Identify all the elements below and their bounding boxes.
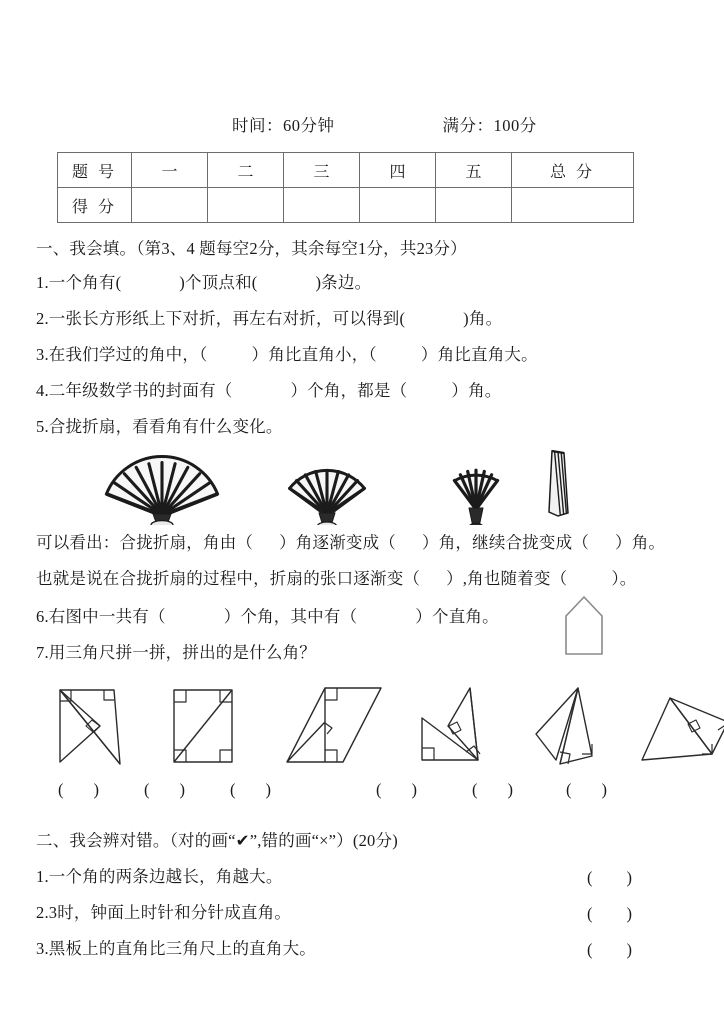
question-7: 7.用三角尺拼一拼，拼出的是什么角？ — [36, 643, 316, 662]
tf-item-1: 1.一个角的两条边越长，角越大。 — [36, 867, 283, 886]
q5-concl-part-c: ）角，继续合拢变成（ — [422, 533, 590, 552]
question-5: 5.合拢折扇，看看角有什么变化。 — [36, 417, 283, 436]
score-table-cell: 一 — [132, 153, 208, 188]
shape-5-icon — [526, 682, 618, 770]
shape-answer-blank-3[interactable]: ( ) — [230, 780, 271, 799]
q5-concl-part-b: ）角逐渐变成（ — [279, 533, 397, 552]
shape-answer-blank-5[interactable]: ( ) — [472, 780, 513, 799]
question-3-part-a: 3.在我们学过的角中，（ — [36, 345, 208, 364]
question-4-part-c: ）角。 — [451, 381, 502, 400]
triangle-shape-group — [36, 682, 696, 774]
fan-open-wide-icon — [102, 447, 222, 525]
q5-concl2-part-b: ）,角也随着变（ — [446, 569, 568, 588]
score-input-cell[interactable] — [436, 188, 512, 223]
score-input-cell[interactable] — [208, 188, 284, 223]
exam-total-score: 满分：100分 — [442, 116, 537, 135]
score-table-cell: 二 — [208, 153, 284, 188]
tf-answer-blank-2[interactable]: ( ) — [587, 904, 632, 923]
score-table-cell: 五 — [436, 153, 512, 188]
question-2-part-b: )角。 — [463, 309, 503, 328]
question-6-part-c: ）个直角。 — [415, 607, 499, 626]
shape-6-icon — [636, 682, 724, 770]
score-input-cell[interactable] — [284, 188, 360, 223]
question-6-part-b: ）个角，其中有（ — [223, 607, 358, 626]
question-3-part-c: ）角比直角大。 — [420, 345, 538, 364]
question-6-part-a: 6.右图中一共有（ — [36, 607, 166, 626]
score-table-cell: 得 分 — [58, 188, 132, 223]
question-3 — [36, 346, 538, 364]
shape-answer-blank-1[interactable]: ( ) — [58, 780, 99, 799]
score-table-header-row — [58, 153, 634, 188]
shape-1-icon — [52, 682, 140, 770]
score-table-score-row — [58, 188, 634, 223]
question-1-part-a: 1.一个角有( — [36, 273, 122, 292]
score-input-cell[interactable] — [360, 188, 436, 223]
section-one-title: 一、我会填。（第3、4 题每空2分，其余每空1分，共23分） — [36, 239, 467, 258]
question-2 — [36, 310, 502, 328]
q5-concl2-part-c: ）。 — [611, 569, 637, 588]
score-table — [57, 152, 634, 223]
question-6 — [36, 608, 499, 626]
shape-answer-blank-2[interactable]: ( ) — [144, 780, 185, 799]
q5-concl2-part-a: 也就是说在合拢折扇的过程中，折扇的张口逐渐变（ — [36, 569, 421, 588]
question-1 — [36, 274, 371, 292]
score-table-cell: 三 — [284, 153, 360, 188]
question-1-part-b: )个顶点和( — [179, 273, 258, 292]
shape-3-icon — [281, 682, 391, 770]
section-two-title: 二、我会辨对错。（对的画“✔”,错的画“×”）(20分) — [36, 831, 398, 850]
question-4-part-a: 4.二年级数学书的封面有（ — [36, 381, 233, 400]
score-input-cell[interactable] — [512, 188, 634, 223]
shape-answer-paren-row — [36, 780, 696, 808]
question-2-part-a: 2.一张长方形纸上下对折，再左右对折，可以得到( — [36, 309, 406, 328]
tf-item-2: 2.3时，钟面上时针和分针成直角。 — [36, 903, 292, 922]
tf-answer-blank-3[interactable]: ( ) — [587, 940, 632, 959]
shape-answer-blank-4[interactable]: ( ) — [376, 780, 417, 799]
shape-2-icon — [166, 682, 248, 770]
question-3-part-b: ）角比直角小，（ — [251, 345, 377, 364]
tf-item-3: 3.黑板上的直角比三角尺上的直角大。 — [36, 939, 316, 958]
fan-illustration-group — [36, 440, 676, 525]
question-5-conclusion-line-1 — [36, 534, 665, 552]
question-5-conclusion-line-2 — [36, 570, 637, 588]
score-input-cell[interactable] — [132, 188, 208, 223]
question-4-part-b: ）个角，都是（ — [290, 381, 408, 400]
q5-concl-part-d: ）角。 — [615, 533, 666, 552]
question-4 — [36, 382, 502, 400]
fan-open-narrow-icon — [436, 447, 516, 525]
score-table-cell: 题 号 — [58, 153, 132, 188]
tf-answer-blank-1[interactable]: ( ) — [587, 868, 632, 887]
question-1-part-c: )条边。 — [315, 273, 372, 292]
fan-open-medium-icon — [274, 447, 380, 525]
shape-4-icon — [408, 682, 504, 770]
score-table-cell: 四 — [360, 153, 436, 188]
score-table-cell: 总 分 — [512, 153, 634, 188]
shape-answer-blank-6[interactable]: ( ) — [566, 780, 607, 799]
pentagon-house-shape-icon — [556, 594, 612, 656]
exam-meta — [57, 112, 635, 136]
q5-concl-part-a: 可以看出：合拢折扇，角由（ — [36, 533, 254, 552]
fan-closed-icon — [536, 447, 580, 525]
exam-time: 时间：60分钟 — [232, 116, 335, 135]
